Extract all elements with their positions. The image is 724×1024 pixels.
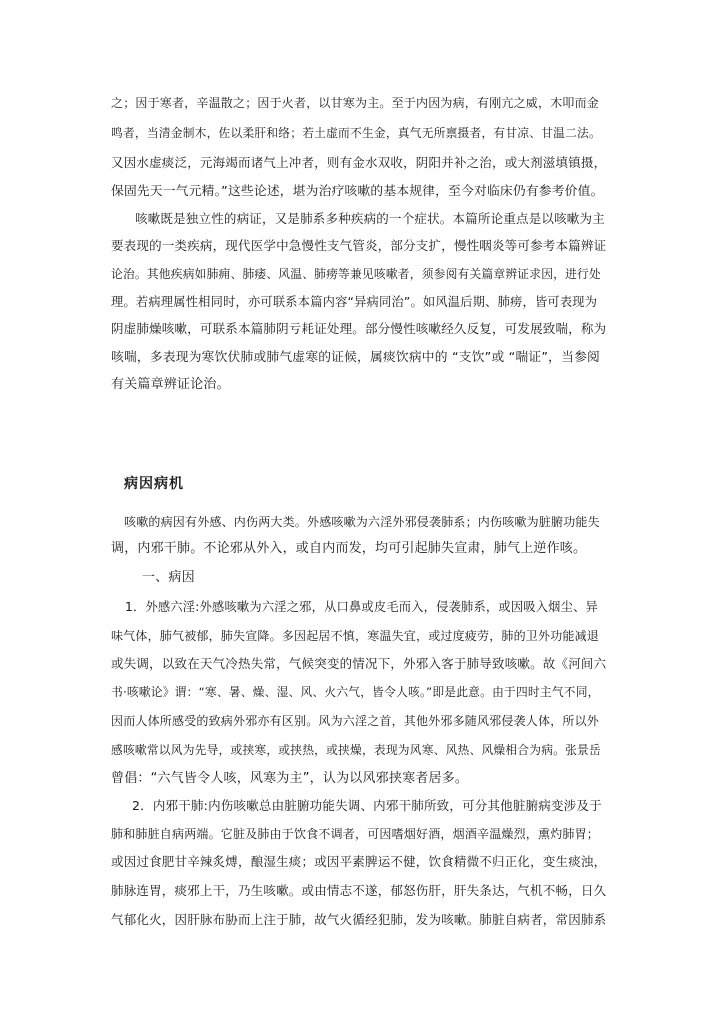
cause-1-line-5: 因而人体所感受的致病外邪亦有区别。风为六淫之首，其他外邪多随风邪侵袭人体，所以外 [111,714,600,728]
paragraph-2-line-5: 阴虚肺燥咳嗽，可联系本篇肺阴亏耗证处理。部分慢性咳嗽经久反复，可发展致喘，称为 [111,321,607,336]
paragraph-1-line-4: 保固先天一气元精。”这些论述，堪为治疗咳嗽的基本规律，至今对临床仍有参考价值。 [111,184,604,199]
cause-1-line-4: 书·咳嗽论》谓：“寒、暑、燥、湿、风、火六气，皆令人咳。”即是此意。由于四时主气不同， [111,685,600,699]
paragraph-3-line-1: 咳嗽的病因有外感、内伤两大类。外感咳嗽为六淫外邪侵袭肺系；内伤咳嗽为脏腑功能失 [124,515,600,529]
paragraph-1-line-1: 之；因于寒者，辛温散之；因于火者，以甘寒为主。至于内因为病，有刚亢之威，木叩而金 [111,96,600,110]
cause-1-line-1: 1．外感六淫:外感咳嗽为六淫之邪，从口鼻或皮毛而入，侵袭肺系，或因吸入烟尘、异 [125,600,598,614]
paragraph-2-line-3: 论治。其他疾病如肺痈、肺痿、风温、肺痨等兼见咳嗽者，须参阅有关篇章辨证求因，进行处 [111,267,601,281]
subsection-heading: 一、病因 [142,570,195,585]
paragraph-2-line-7: 有关篇章辨证论治。 [111,377,230,392]
paragraph-3-line-2: 调，内邪干肺。不论邪从外入，或自内而发，均可引起肺失宣肃，肺气上逆作咳。 [111,541,587,556]
cause-1-line-6: 感咳嗽常以风为先导，或挟寒，或挟热，或挟燥，表现为风寒、风热、风燥相合为病。张景岳 [111,743,601,757]
paragraph-1-line-3: 又因水虚痰泛，元海竭而诸气上冲者，则有金水双收，阴阳并补之治，或大剂滋填镇摄， [111,155,607,170]
cause-1-line-3: 或失调，以致在天气冷热失常，气候突变的情况下，外邪入客于肺导致咳嗽。故《河间六 [111,656,607,671]
cause-2-line-1: 2．内邪干肺:内伤咳嗽总由脏腑功能失调、内邪干肺所致，可分其他脏腑病变涉及于 [132,798,602,813]
cause-2-line-4: 肺脉连胃，痰邪上干，乃生咳嗽。或由情志不遂，郁怒伤肝，肝失条达，气机不畅，日久 [111,883,607,898]
paragraph-2-line-2: 要表现的一类疾病，现代医学中急慢性支气管炎，部分支扩，慢性咽炎等可参考本篇辨证 [111,238,607,253]
paragraph-2-line-6: 咳喘，多表现为寒饮伏肺或肺气虚寒的证候，属痰饮病中的 “支饮”或 “喘证”，当参阅 [111,350,600,365]
section-heading: 病因病机 [124,476,184,492]
paragraph-2-line-4: 理。若病理属性相同时，亦可联系本篇内容“异病同治”。如风温后期、肺痨，皆可表现为 [111,295,598,309]
cause-1-line-7: 曾倡：“六气皆令人咳，风寒为主”，认为以风邪挟寒者居多。 [111,771,469,786]
cause-1-line-2: 味气体，肺气被郁，肺失宣降。多因起居不慎，寒温失宜，或过度疲劳，肺的卫外功能减退 [111,629,600,643]
cause-2-line-2: 肺和肺脏自病两端。它脏及肺由于饮食不调者，可因嗜烟好酒，烟酒辛温燥烈，熏灼肺胃； [111,827,600,841]
cause-2-line-5: 气郁化火，因肝脉布胁而上注于肺，故气火循经犯肺，发为咳嗽。肺脏自病者，常因肺系 [111,912,607,927]
paragraph-1-line-2: 鸣者，当清金制木，佐以柔肝和络；若土虚而不生金，真气无所禀摄者，有甘凉、甘温二法。 [111,126,601,140]
cause-2-line-3: 或因过食肥甘辛辣炙煿，酿湿生痰；或因平素脾运不健，饮食精微不归正化，变生痰浊， [111,854,607,869]
paragraph-2-line-1: 咳嗽既是独立性的病证，又是肺系多种疾病的一个症状。本篇所论重点是以咳嗽为主 [135,211,605,226]
